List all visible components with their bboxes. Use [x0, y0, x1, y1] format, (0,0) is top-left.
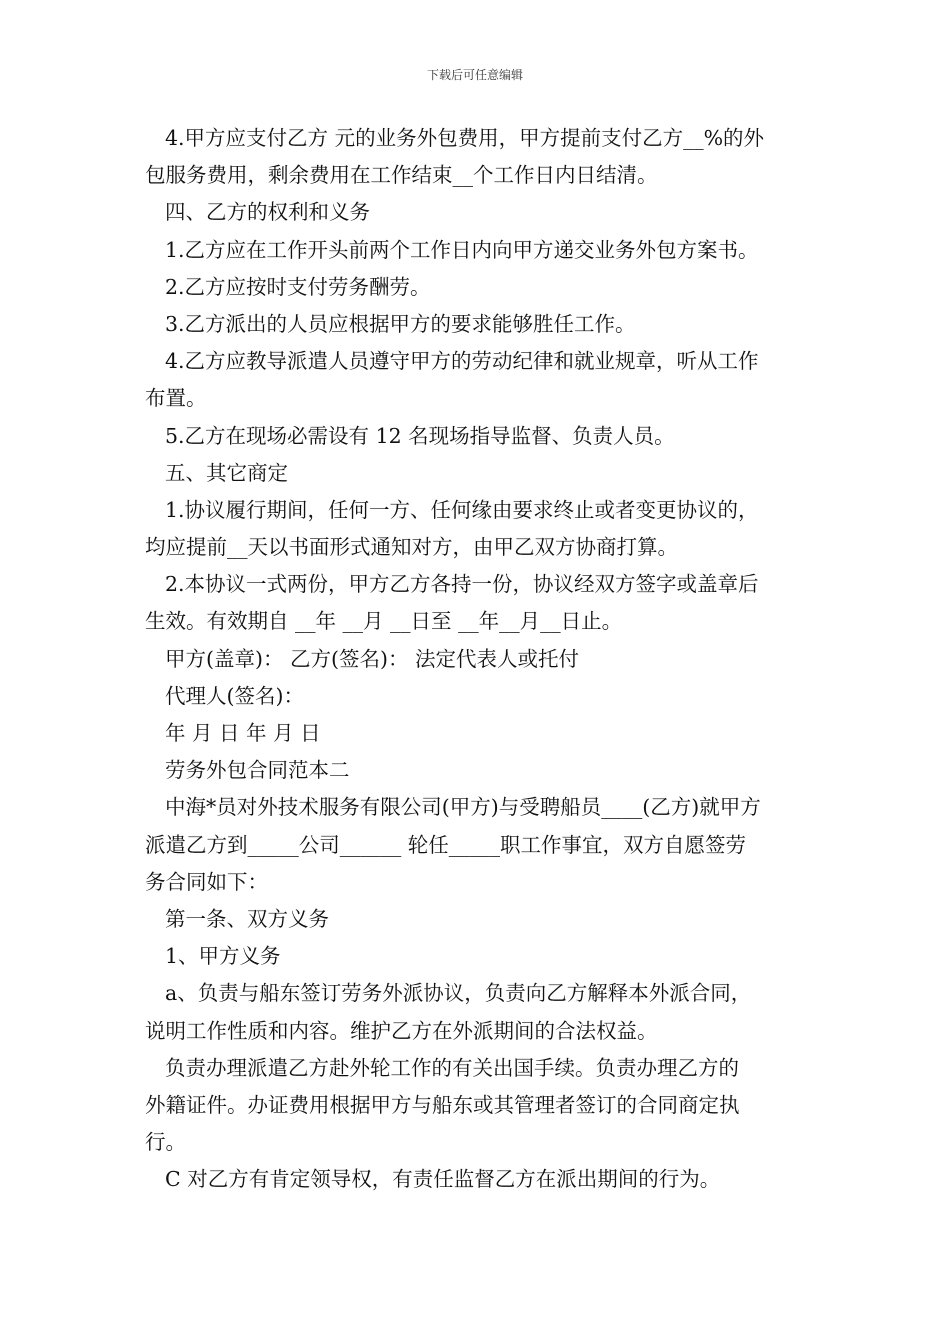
doc-line: 2.本协议一式两份，甲方乙方各持一份，协议经双方签字或盖章后: [165, 572, 759, 597]
section-heading: 第一条、双方义务: [165, 906, 329, 931]
doc-line: 4.甲方应支付乙方 元的业务外包费用，甲方提前支付乙方__%的外: [165, 126, 765, 150]
signature-line: 甲方(盖章)： 乙方(签名)： 法定代表人或托付: [165, 646, 580, 671]
doc-line: 外籍证件。办证费用根据甲方与船东或其管理者签订的合同商定执: [145, 1092, 740, 1117]
doc-line: 1.协议履行期间，任何一方、任何缘由要求终止或者变更协议的，: [165, 497, 759, 522]
doc-line: 包服务费用，剩余费用在工作结束__个工作日内日结清。: [145, 163, 658, 188]
doc-line: 4.乙方应教导派遣人员遵守甲方的劳动纪律和就业规章，听从工作: [165, 349, 759, 374]
doc-line: a、负责与船东签订劳务外派协议，负责向乙方解释本外派合同，: [165, 981, 752, 1006]
doc-line: 负责办理派遣乙方赴外轮工作的有关出国手续。负责办理乙方的: [165, 1055, 739, 1080]
doc-line: 行。: [145, 1130, 186, 1155]
doc-line: C 对乙方有肯定领导权，有责任监督乙方在派出期间的行为。: [165, 1167, 721, 1192]
doc-line: 3.乙方派出的人员应根据甲方的要求能够胜任工作。: [165, 311, 636, 336]
doc-line: 中海*员对外技术服务有限公司(甲方)与受聘船员____(乙方)就甲方: [165, 795, 761, 820]
section-title: 劳务外包合同范本二: [165, 758, 350, 783]
doc-line: 布置。: [145, 386, 207, 411]
doc-line: 派遣乙方到_____公司______ 轮任_____职工作事宜，双方自愿签劳: [145, 832, 747, 857]
doc-line: 2.乙方应按时支付劳务酬劳。: [165, 274, 431, 299]
section-heading: 1、甲方义务: [165, 944, 281, 969]
doc-line: 说明工作性质和内容。维护乙方在外派期间的合法权益。: [145, 1018, 658, 1043]
doc-line: 1.乙方应在工作开头前两个工作日内向甲方递交业务外包方案书。: [165, 237, 759, 262]
doc-line: 生效。有效期自 __年 __月 __日至 __年__月__日止。: [145, 609, 623, 634]
doc-line: 5.乙方在现场必需设有 12 名现场指导监督、负责人员。: [165, 423, 675, 448]
date-line: 年 月 日 年 月 日: [165, 721, 321, 745]
page-header-note: 下载后可任意编辑: [426, 68, 523, 82]
section-heading: 五、其它商定: [165, 460, 288, 485]
doc-line: 均应提前__天以书面形式通知对方，由甲乙双方协商打算。: [145, 535, 678, 560]
document-body: [145, 120, 810, 1198]
doc-line: 务合同如下：: [145, 869, 268, 894]
section-heading: 四、乙方的权利和义务: [165, 200, 370, 225]
signature-line: 代理人(签名)：: [165, 683, 304, 708]
